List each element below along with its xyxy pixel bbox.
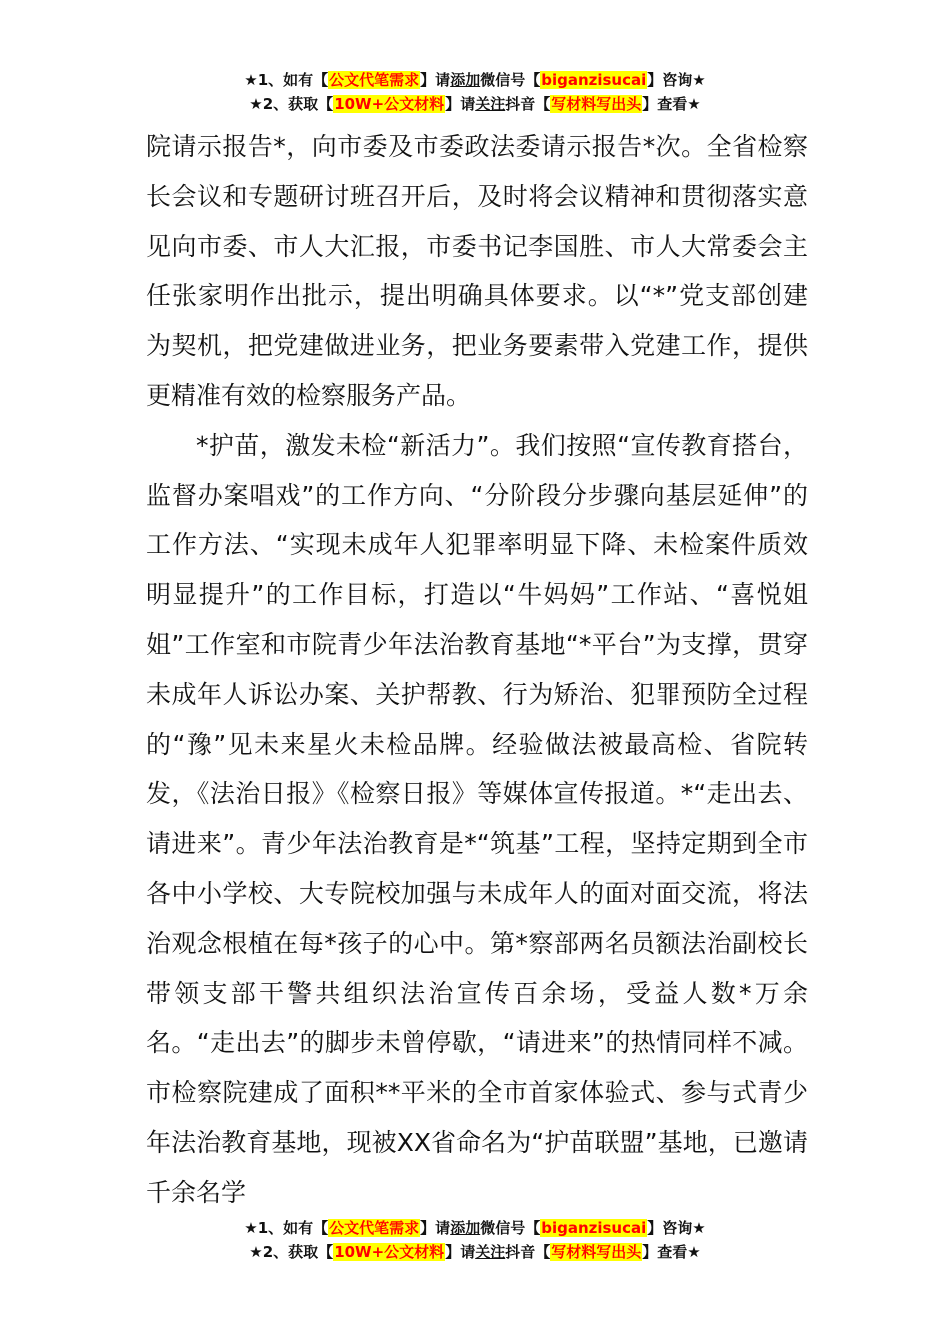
banner-line-2: ★2、获取【10W+公文材料】请关注抖音【写材料写出头】查看★	[249, 95, 701, 113]
banner-line-2: ★2、获取【10W+公文材料】请关注抖音【写材料写出头】查看★	[249, 1243, 701, 1261]
paragraph-1: 院请示报告*，向市委及市委政法委请示报告*次。全省检察长会议和专题研讨班召开后，及时将会议精神和贯彻落实意见向市委、市人大汇报，市委书记李国胜、市人大常委会主任张家明作出批示，提出明确具体要求。以“*”党支部创建为契机，把党建做进业务，把业务要素带入党建工作，提供更精准有效的检察服务产品。	[146, 132, 808, 410]
paragraph-2: *护苗，激发未检“新活力”。我们按照“宣传教育搭台，监督办案唱戏”的工作方向、“分阶段分步骤向基层延伸”的工作方法、“实现未成年人犯罪率明显下降、未检案件质效明显提升”的工作目标，打造以“牛妈妈”工作站、“喜悦姐姐”工作室和市院青少年法治教育基地“*平台”为支撑，贯穿未成年人诉讼办案、关护帮教、行为矫治、犯罪预防全过程的“豫”见未来星火未检品牌。经验做法被最高检、省院转发，《法治日报》《检察日报》等媒体宣传报道。*“走出去、请进来”。青少年法治教育是*“筑基”工程，坚持定期到全市各中小学校、大专院校加强与未成年人的面对面交流，将法治观念根植在每*孩子的心中。第*察部两名员额法治副校长带领支部干警共组织法治宣传百余场，受益人数*万余名。“走出去”的脚步未曾停歇，“请进来”的热情同样不减。市检察院建成了面积**平米的全市首家体验式、参与式青少年法治教育基地，现被XX省命名为“护苗联盟”基地，已邀请千余名学	[146, 430, 808, 1207]
highlight-writing-service: 公文代笔需求	[329, 71, 420, 89]
highlight-writing-service: 公文代笔需求	[329, 1219, 420, 1237]
document-body	[146, 122, 808, 1218]
highlight-materials: 10W+公文材料	[334, 1243, 445, 1261]
highlight-materials: 10W+公文材料	[334, 95, 445, 113]
banner-line-1: ★1、如有【公文代笔需求】请添加微信号【biganzisucai】咨询★	[244, 1219, 706, 1237]
highlight-douyin-account: 写材料写出头	[551, 95, 642, 113]
banner-line-1: ★1、如有【公文代笔需求】请添加微信号【biganzisucai】咨询★	[244, 71, 706, 89]
footer-banner	[0, 1216, 950, 1264]
highlight-douyin-account: 写材料写出头	[551, 1243, 642, 1261]
highlight-wechat-id: biganzisucai	[541, 71, 647, 89]
highlight-wechat-id: biganzisucai	[541, 1219, 647, 1237]
header-banner	[0, 68, 950, 116]
